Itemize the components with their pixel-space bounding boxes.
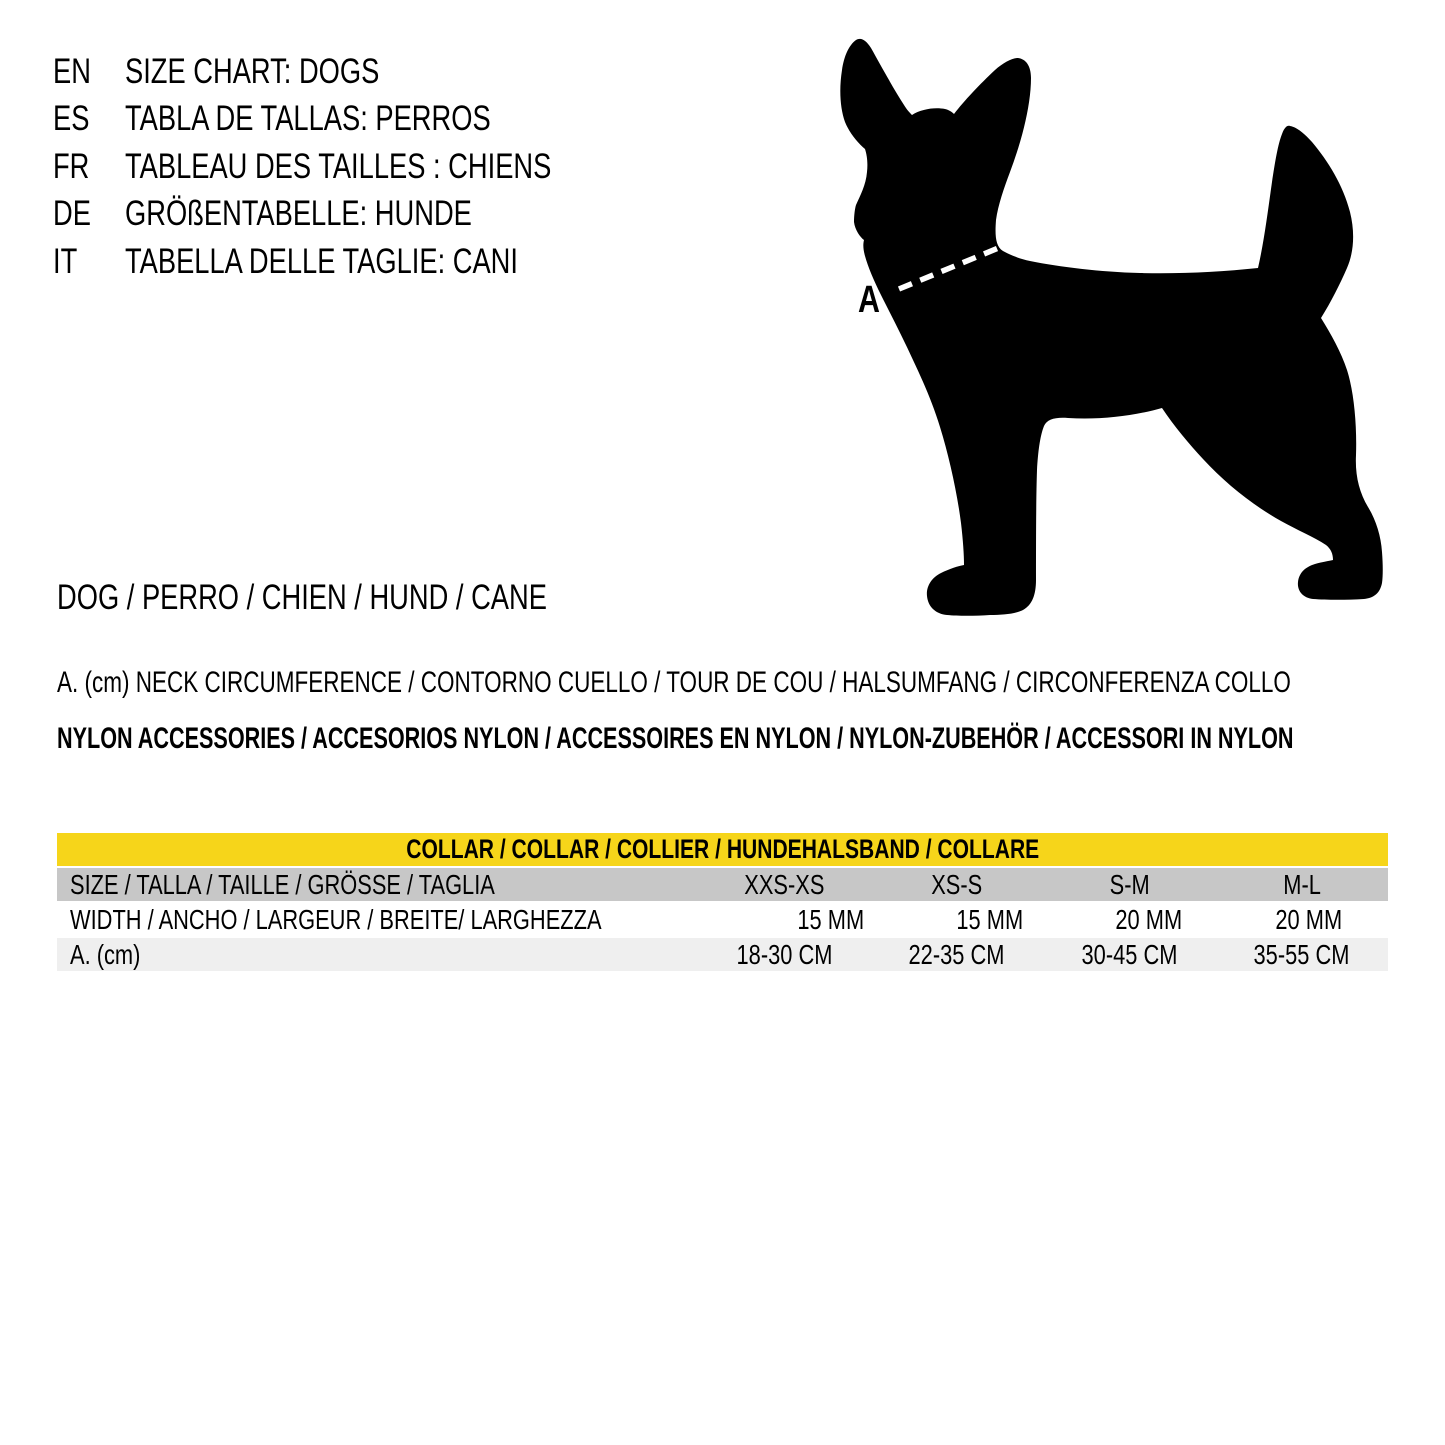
table-title-collar: COLLAR / COLLAR / COLLIER / HUNDEHALSBAND / COLLARE xyxy=(57,833,1388,866)
language-title: TABELLA DELLE TAGLIE: CANI xyxy=(125,241,518,281)
width-value: 20 MM xyxy=(1115,903,1183,935)
language-code: DE xyxy=(53,194,91,234)
language-code: EN xyxy=(53,51,91,91)
width-value: 15 MM xyxy=(956,903,1024,935)
size-value: M-L xyxy=(1282,868,1321,900)
size-value: XXS-XS xyxy=(744,868,825,900)
table-row-neck-cm xyxy=(57,938,1388,971)
neck-circumference-line: A. (cm) NECK CIRCUMFERENCE / CONTORNO CUELLO / TOUR DE COU / HALSUMFANG / CIRCONFERENZA COLLO xyxy=(57,666,1291,699)
language-list xyxy=(53,48,672,286)
width-value: 15 MM xyxy=(797,903,865,935)
language-title: GRÖßENTABELLE: HUNDE xyxy=(125,194,472,234)
collar-size-table xyxy=(57,833,1388,973)
row-header-width: WIDTH / ANCHO / LARGEUR / BREITE/ LARGHEZZA xyxy=(70,903,602,935)
dog-silhouette-icon xyxy=(830,25,1400,625)
language-row-it xyxy=(53,238,672,286)
language-title: TABLEAU DES TAILLES : CHIENS xyxy=(125,146,552,186)
language-title: TABLA DE TALLAS: PERROS xyxy=(125,99,491,139)
table-row-size xyxy=(57,868,1388,901)
neck-range-value: 22-35 CM xyxy=(908,938,1005,970)
language-code: IT xyxy=(53,241,78,281)
language-code: ES xyxy=(53,99,90,139)
neck-range-value: 35-55 CM xyxy=(1253,938,1350,970)
table-row-width xyxy=(57,903,1388,936)
language-title: SIZE CHART: DOGS xyxy=(125,51,380,91)
size-value: XS-S xyxy=(931,868,983,900)
language-row-de xyxy=(53,191,672,239)
marker-a-label: A xyxy=(858,278,880,321)
language-row-fr xyxy=(53,143,672,191)
neck-range-value: 18-30 CM xyxy=(736,938,833,970)
width-value: 20 MM xyxy=(1275,903,1342,935)
language-row-es xyxy=(53,96,672,144)
language-row-en xyxy=(53,48,672,96)
row-header-a-cm: A. (cm) xyxy=(70,938,141,970)
language-code: FR xyxy=(53,146,90,186)
neck-range-value: 30-45 CM xyxy=(1081,938,1178,970)
dog-caption: DOG / PERRO / CHIEN / HUND / CANE xyxy=(57,578,547,617)
row-header-size: SIZE / TALLA / TAILLE / GRÖSSE / TAGLIA xyxy=(70,868,495,900)
size-value: S-M xyxy=(1109,868,1150,900)
nylon-accessories-line: NYLON ACCESSORIES / ACCESORIOS NYLON / ACCESSOIRES EN NYLON / NYLON-ZUBEHÖR / ACCESSORI IN NYLON xyxy=(57,722,1294,755)
